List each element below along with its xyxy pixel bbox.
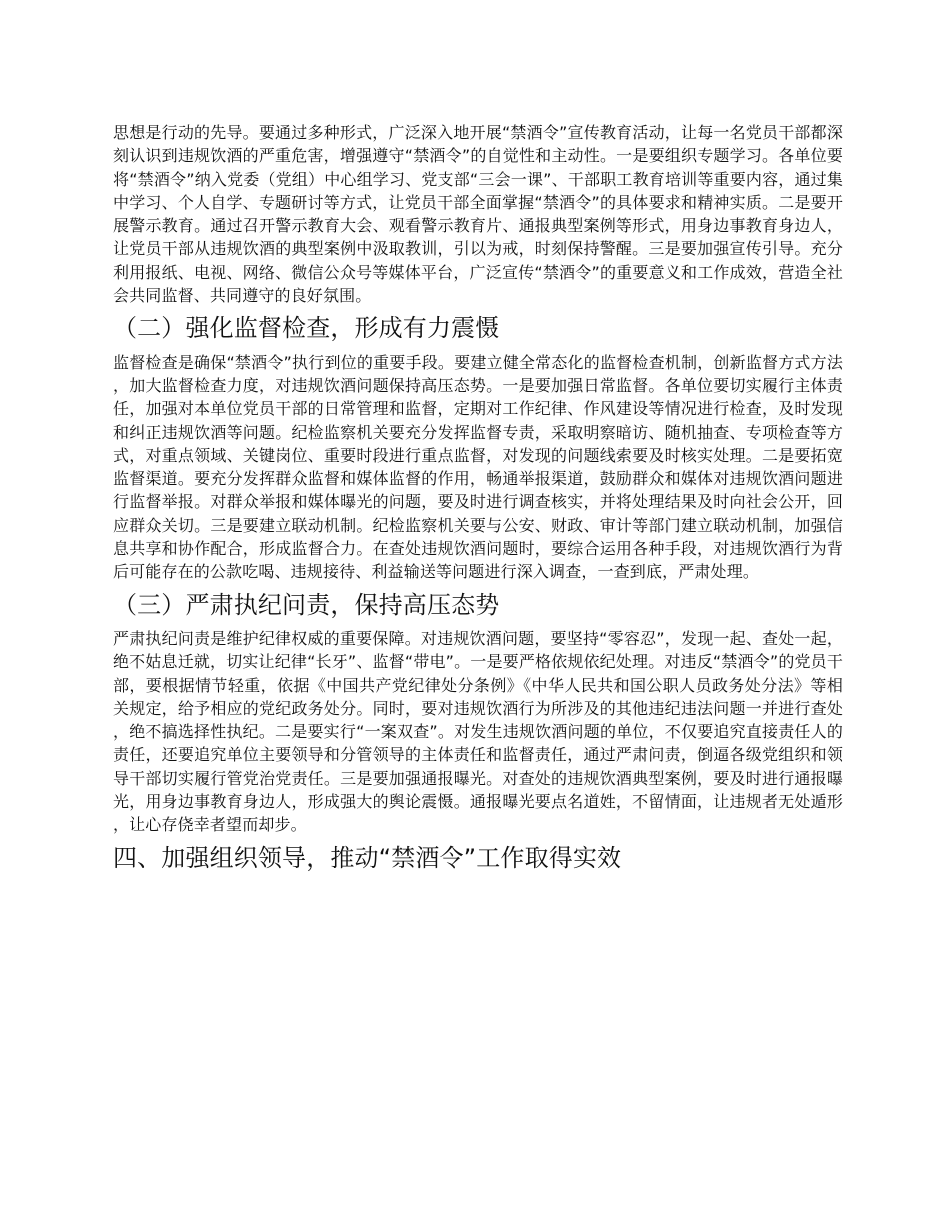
document-page	[113, 121, 843, 870]
section-heading-supervision: （二）强化监督检查，形成有力震慑	[113, 314, 500, 343]
paragraph-supervision: 监督检查是确保“禁酒令”执行到位的重要手段。要建立健全常态化的监督检查机制，创新监督方式方法，加大监督检查力度，对违规饮酒问题保持高压态势。一是要加强日常监督。各单位要切实履行主体责任，加强对本单位党员干部的日常管理和监督，定期对工作纪律、作风建设等情况进行检查，及时发现和纠正违规饮酒等问题。纪检监察机关要充分发挥监督专责，采取明察暗访、随机抽查、专项检查等方式，对重点领域、关键岗位、重要时段进行重点监督，对发现的问题线索要及时核实处理。二是要拓宽监督渠道。要充分发挥群众监督和媒体监督的作用，畅通举报渠道，鼓励群众和媒体对违规饮酒问题进行监督举报。对群众举报和媒体曝光的问题，要及时进行调查核实，并将处理结果及时向社会公开，回应群众关切。三是要建立联动机制。纪检监察机关要与公安、财政、审计等部门建立联动机制，加强信息共享和协作配合，形成监督合力。在查处违规饮酒问题时，要综合运用各种手段，对违规饮酒行为背后可能存在的公款吃喝、违规接待、利益输送等问题进行深入调查，一查到底，严肃处理。	[113, 352, 843, 582]
section-heading-discipline: （三）严肃执纪问责，保持高压态势	[113, 590, 500, 619]
paragraph-discipline: 严肃执纪问责是维护纪律权威的重要保障。对违规饮酒问题，要坚持“零容忍”，发现一起、查处一起，绝不姑息迁就，切实让纪律“长牙”、监督“带电”。一是要严格依规依纪处理。对违反“禁酒令”的党员干部，要根据情节轻重，依据《中国共产党纪律处分条例》《中华人民共和国公职人员政务处分法》等相关规定，给予相应的党纪政务处分。同时，要对违规饮酒行为所涉及的其他违纪违法问题一并进行查处，绝不搞选择性执纪。二是要实行“一案双查”。对发生违规饮酒问题的单位，不仅要追究直接责任人的责任，还要追究单位主要领导和分管领导的主体责任和监督责任，通过严肃问责，倒逼各级党组织和领导干部切实履行管党治党责任。三是要加强通报曝光。对查处的违规饮酒典型案例，要及时进行通报曝光，用身边事教育身边人，形成强大的舆论震慑。通报曝光要点名道姓，不留情面，让违规者无处遁形，让心存侥幸者望而却步。	[113, 628, 843, 835]
paragraph-ideology-first: 思想是行动的先导。要通过多种形式，广泛深入地开展“禁酒令”宣传教育活动，让每一名党员干部都深刻认识到违规饮酒的严重危害，增强遵守“禁酒令”的自觉性和主动性。一是要组织专题学习。各单位要将“禁酒令”纳入党委（党组）中心组学习、党支部“三会一课”、干部职工教育培训等重要内容，通过集中学习、个人自学、专题研讨等方式，让党员干部全面掌握“禁酒令”的具体要求和精神实质。二是要开展警示教育。通过召开警示教育大会、观看警示教育片、通报典型案例等形式，用身边事教育身边人，让党员干部从违规饮酒的典型案例中汲取教训，引以为戒，时刻保持警醒。三是要加强宣传引导。充分利用报纸、电视、网络、微信公众号等媒体平台，广泛宣传“禁酒令”的重要意义和工作成效，营造全社会共同监督、共同遵守的良好氛围。	[113, 123, 843, 306]
section-heading-organization: 四、加强组织领导，推动“禁酒令”工作取得实效	[113, 843, 622, 872]
